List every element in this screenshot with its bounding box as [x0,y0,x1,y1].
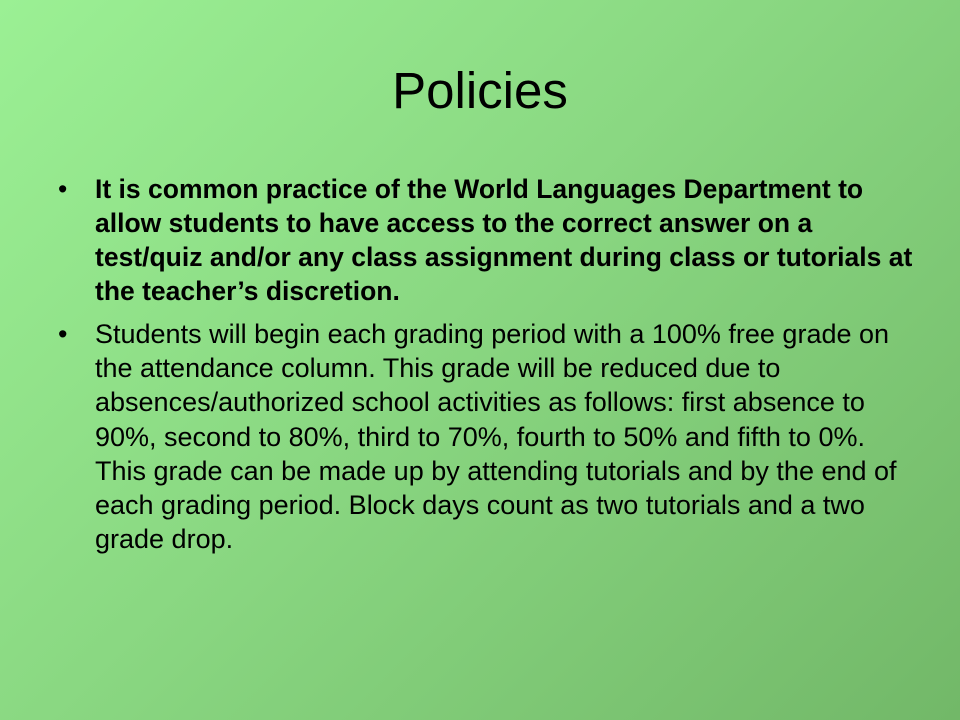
bullet-list [58,172,918,565]
slide-title: Policies [392,62,568,119]
bullet-text: Students will begin each grading period with a 100% free grade on the attendance column. This grade will be reduced due to absences/authorized school activities as follows: first absence to 90%, second to 80%, third to 70%, fourth to 50% and fifth to 0%. This grade can be made up by attending tutorials and by the end of each grading period. Block days count as two tutorials and a two grade drop. [95,319,897,555]
bullet-text: It is common practice of the World Languages Department to allow students to have access to the correct answer on a test/quiz and/or any class assignment during class or tutorials at the teacher’s discretion. [95,174,913,306]
bullet-item [58,317,918,556]
bullet-marker: • [58,319,68,349]
bullet-marker: • [58,174,68,204]
bullet-item [58,172,918,308]
